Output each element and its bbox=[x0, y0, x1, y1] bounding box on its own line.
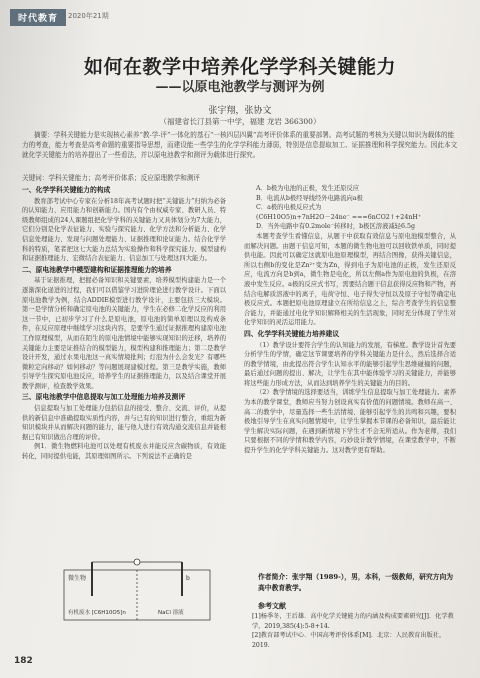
article-title: 如何在教学中培养化学学科关键能力 bbox=[83, 56, 396, 78]
section-heading: 四、化学学科关键能力培养建议 bbox=[244, 329, 340, 338]
section-heading: 一、化学学科关键能力的构成 bbox=[22, 186, 111, 194]
paragraph: 本题考查学生看懂信息，从题干中获取有效信息与原电池模型整合，从而解决问题。由题干信息可知，本题的微生物电池可以回收铁单质，同时提供电能。因此可以确定这就原电池原理模型，再结合图像，获得关键信息，所以右侧b的变化是Zn²⁺变为Zn，得到电子为原电池的正极，发生还原反应，电流方向是b到a，微生物是电化，所以左侧a作为原电池的负极，在溶液中发生反应。a极的反应式书写，需要结合题干信息获得反应物和产物，再结合电解质溶液中的离子，电荷守恒、电子得失守恒以及原子守恒等确定电极反应式。本题把原电池原理建立在所给信息之上，综合考查学生的信息整合能力，并能通过电化学知识解释相关的生活现象，同时充分体现了学生对化学知识的灵活运用能力。 bbox=[244, 232, 456, 327]
issue-label: 2020年21期 bbox=[68, 12, 109, 20]
paragraph: 信息提取与加工处理能力包括信息的接受、整合、交流、评价，从提供的新信息中准确提取实质性内容，并与已有的知识进行整合，重组为新知识模块并从而解决问题的能力，能与他人进行有效沟通交流信息并能根据已有知识做出合理的评价。 bbox=[22, 405, 226, 441]
option-a: A．b极为电池的正极，发生还原反应 bbox=[256, 185, 360, 192]
references-heading: 参考文献 bbox=[258, 601, 286, 610]
article-subtitle: ——以原电池教学与测评为例 bbox=[155, 80, 325, 95]
author-bio: 作者简介：张宇翔（1989-），男，本科，一级教师，研究方向为高中教育教学。 bbox=[258, 573, 454, 592]
paragraph: 教育部考试中心专家在分析18年高考试题时把“关键能力”归纳为必备的认知能力、应用能力和创新能力。国内有个由权威专家、教研人员、特级教师组成的24人课题组把化学学科的关键能力又具体划分为7大能力，它们分别是化学表征能力、实验与探究能力、化学方法和分析能力、化学信息处理能力、发现与问题处理能力、证据推理和论证能力。结合化学学科的特质，笔者把这七大能力总结为实验操作和科学探究能力、模型建构和证据推理能力、宏微结合表征能力、信息加工与处理这四大能力。 bbox=[22, 197, 226, 263]
section-heading: 三、原电池教学中信息提取与加工处理能力培养及测评 bbox=[22, 393, 186, 402]
option-b: B．电流从b极经导线经外电路流向a极 bbox=[256, 194, 363, 202]
right-column bbox=[244, 184, 456, 456]
diagram-label: NaCl 溶液 bbox=[158, 610, 184, 616]
page-number: 182 bbox=[14, 656, 33, 666]
reference-item: [2]教育部考试中心．中国高考评价体系[M]．北京：人民教育出版社，2019. bbox=[252, 632, 446, 649]
option-c: C．a极的电极反应式为 bbox=[256, 204, 322, 212]
paragraph: （2）教学情境的选择要适当，训练学生信息提取与加工处理能力。素养为本的教学课堂，教师应当努力创设真实有价值的问题情境。教师在高一、高二的教学中，尽量选择一些生活情境、能够引起学生的共鸣和兴趣，要积极地引导学生在真实问题情境中，让学生掌握本节课的必备知识，最后能让学生解决实际问题，在遇到新情境下学生才不会无所适从。作为老师，我们只要根据不同的学情和教学内容，巧妙设计教学情境，在课堂教学中，不断提升学生的化学学科关键能力。这对教学更有帮助。 bbox=[244, 389, 456, 455]
diagram-label: b bbox=[186, 575, 190, 582]
references-list bbox=[252, 612, 458, 650]
option-d: D．当外电路中有0.2mole⁻转移时，b极区溶液减轻6.5g bbox=[256, 223, 416, 231]
section-heading: 二、原电池教学中模型建构和证据推理能力的培养 bbox=[22, 265, 172, 274]
abstract: 摘要：学科关键能力是实现核心素养“教-学-评”一体化的基石“一核四层四翼”高考评价体系的重要部署。高考试题的考核为关键以知识为载体的能力的考查，能力考查是高考命题的重要指导思想，而建设能一些学生的化学学科能力薄弱，特别是信息提取加工、证据推理和科学探究能力。因此本文就化学关键能力的培养提出了一些看法，并以原电池教学和测评为载体进行探究。 bbox=[22, 131, 458, 159]
keywords: 关键词：学科关键能力；高考评价体系；反应原理教学和测评 bbox=[22, 174, 201, 182]
paragraph: 例1．微生物燃料电池可以处理有机废水并能反应含碳物质，有效能转化，同时提供电能，其原理如图所示。下列说法不正确的是 bbox=[22, 443, 226, 461]
reference-item: [1]杨季冬，王后雄．高中化学关键能力的内涵及构成要素研究[J]．化学教学，2019,385(4):5-8+14. bbox=[252, 613, 454, 630]
author-line: 张宇翔，张协文 bbox=[208, 106, 272, 116]
section-badge: 时代教育 bbox=[10, 9, 66, 26]
diagram-label: 微生物 bbox=[68, 575, 87, 582]
diagram-label: 有机废水 [C6H10O5]n bbox=[68, 610, 126, 616]
equation: (C6H10O5)n+7nH2O－24ne⁻ ===6nCO2↑+24nH⁺ bbox=[256, 213, 422, 221]
left-column bbox=[22, 184, 226, 462]
fuel-cell-diagram bbox=[62, 556, 212, 622]
affiliation-line: （福建省长汀县第一中学，福建 龙岩 366300） bbox=[159, 117, 321, 126]
paragraph: 基于证据推理，把握必备知识和关键要素，培养模型构建能力是一个逐渐深化递进的过程，我们可以借鉴学习进阶理论进行教学设计。下面以原电池教学为例，结合ADDIE模型进行教学设计，主要包括三大模块。第一是学情分析和确定原电池的关键能力，学生在必修二化学反应的利用这一节中，已初步学习了什么是原电池，原电池的简单原理以及构成条件，在反应原理中继续学习这块内容，是要学生通过证据推理构建原电池工作原理模型，从而在陌生的原电池情境中能够实现知识的迁移，培养的关键能力主要是证推结合的模型能力，模型构建和推理能力；第二是教学设计开发，通过水果电池这一真实情境批判；灯泡为什么会发光？有哪些微粒定向移动？如何移动？等问题展现建模过程。第三是教学实施，教师引导学生探究原电池反应，培养学生的证据推理能力，以及结合课堂开展教学测评，检查教学效果。 bbox=[22, 277, 226, 390]
paragraph: （1）教学设计要符合学生的认知能力的发展，有梯度。教学设计首先要分析学生的学情，确定这节课要培养的学科关键能力是什么，然后选择合适的教学情境，由此提出符合学生认知水平的能够引起学生思维碰撞的问题，最后通过问题的提出、解决，让学生在其中能体验学习的关键能力，并能够将这些能力形成方法，从而达到培养学生的关键能力的目的。 bbox=[244, 341, 456, 387]
